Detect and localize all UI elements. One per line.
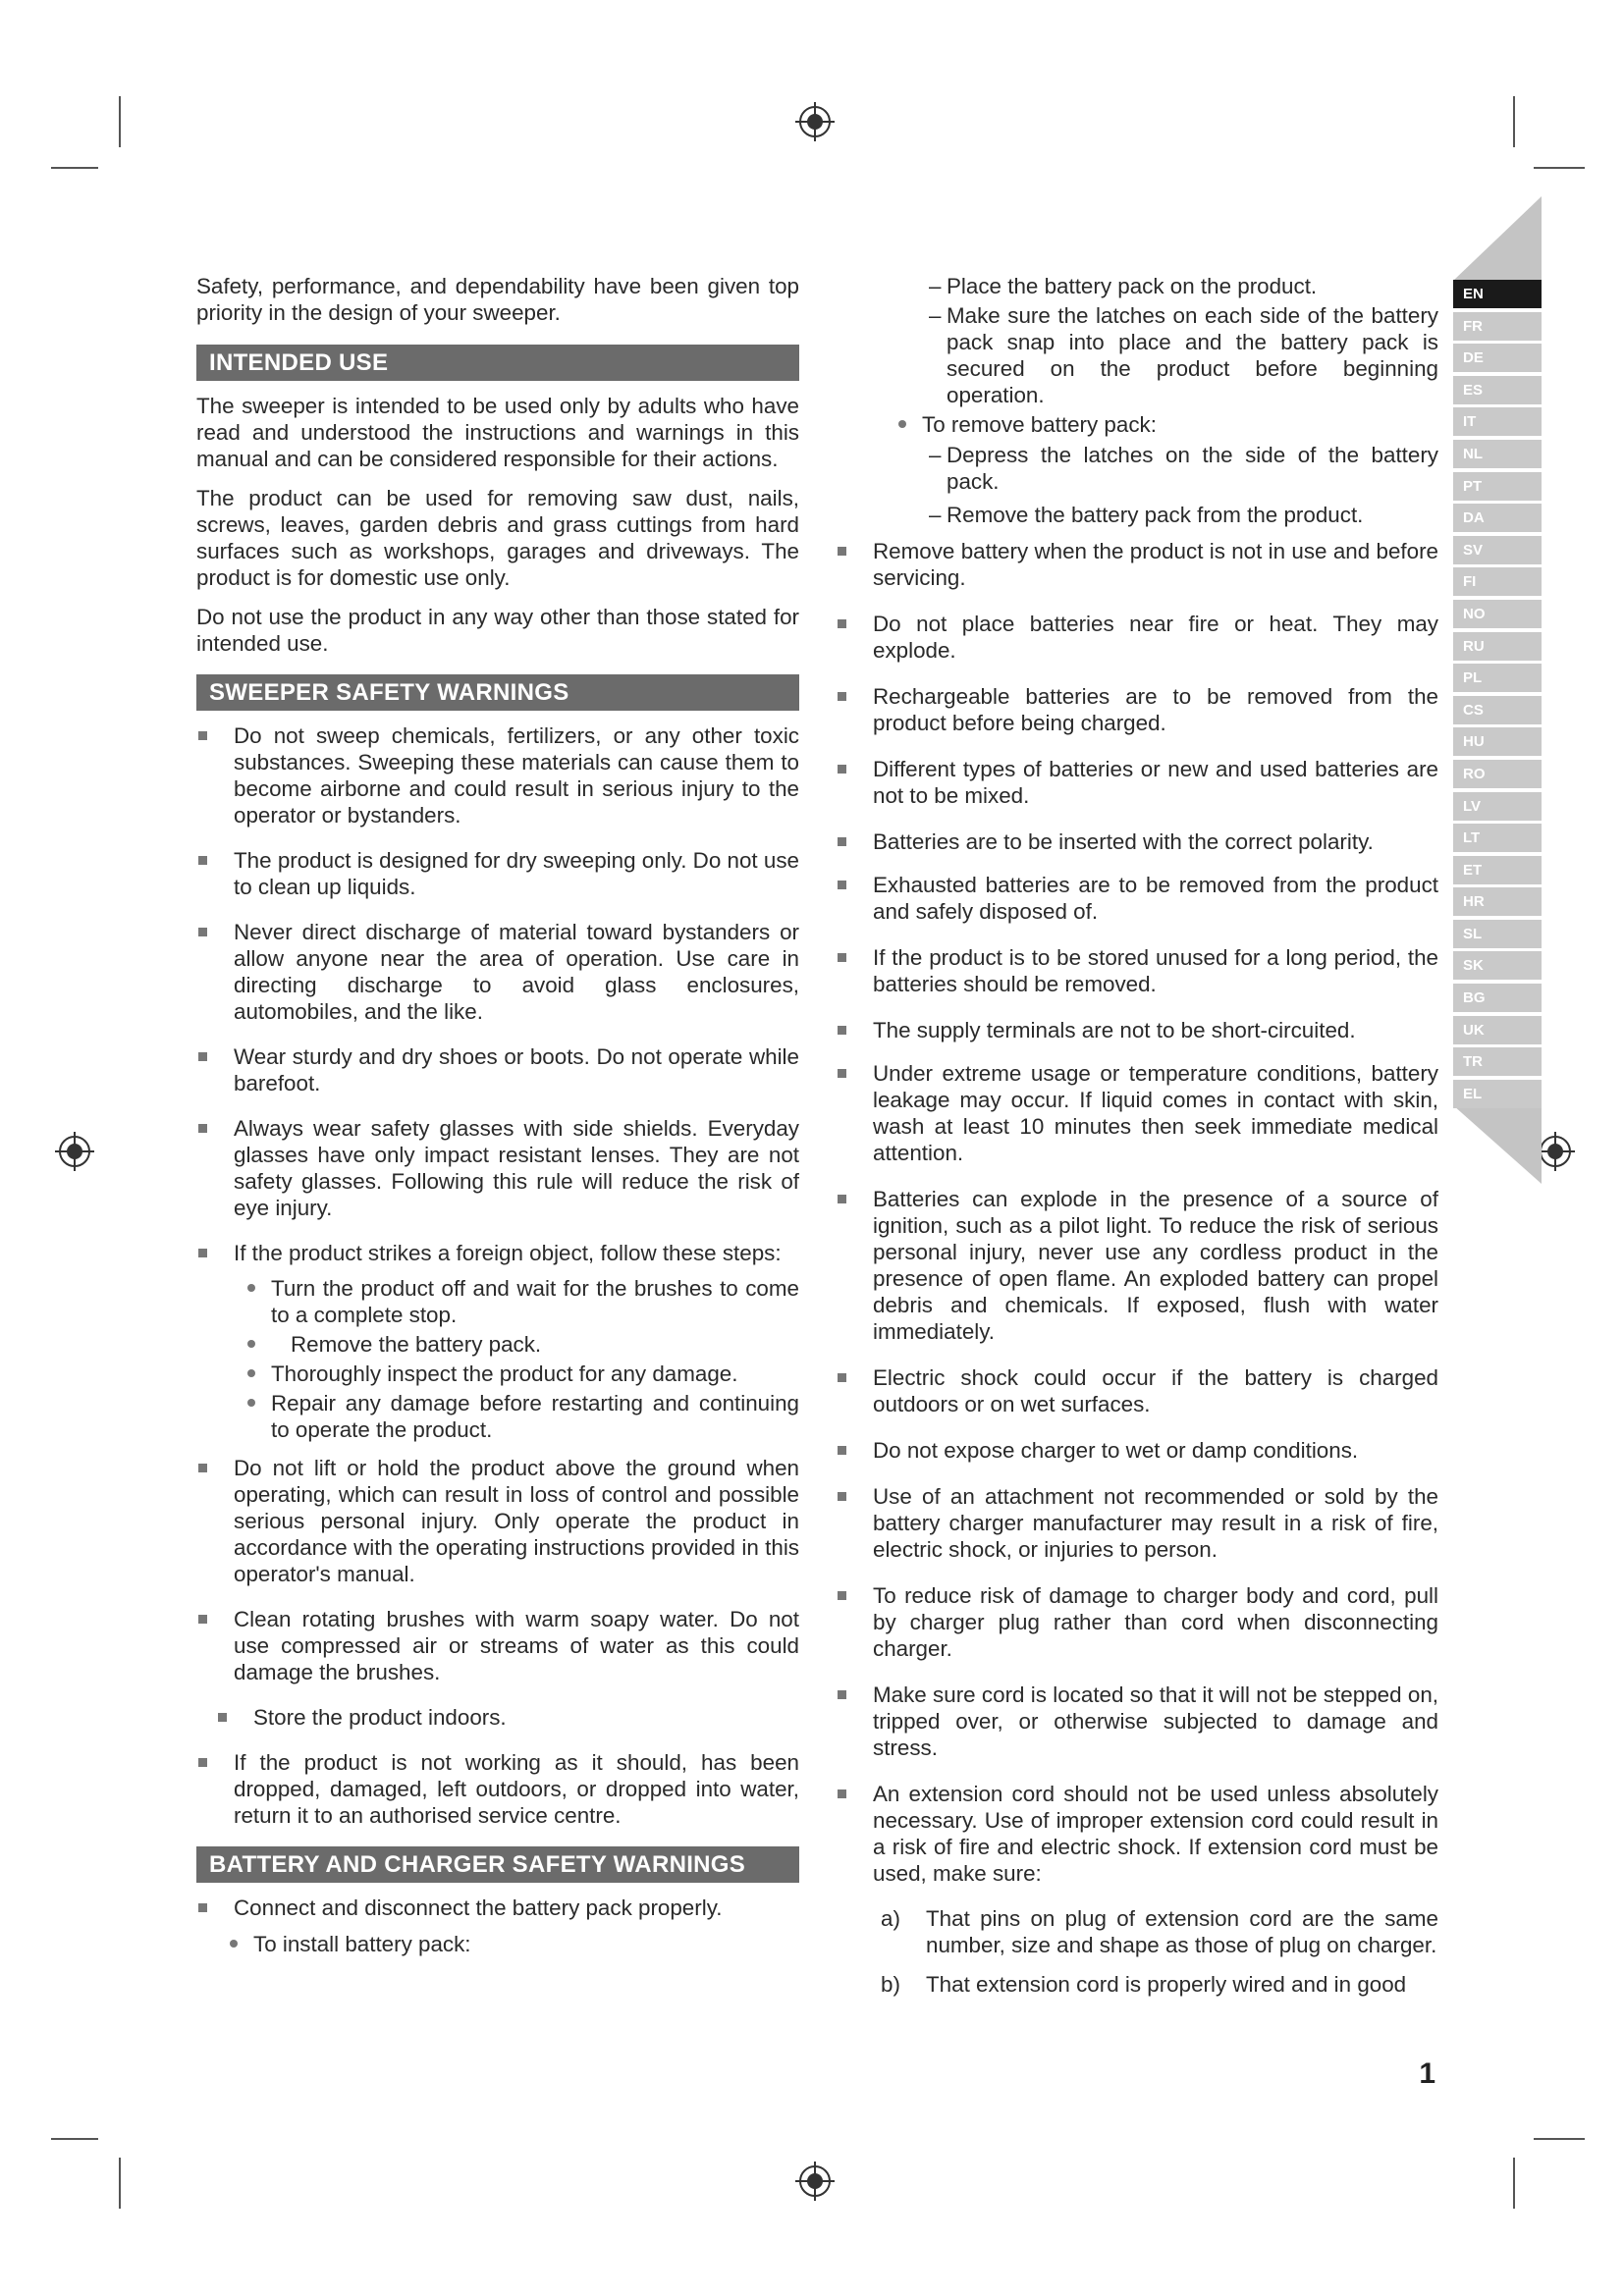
page-number: 1 — [1419, 2057, 1435, 2090]
language-tab-bg[interactable]: BG — [1453, 984, 1542, 1012]
language-tab-hu[interactable]: HU — [1453, 727, 1542, 756]
remove-steps — [836, 442, 1438, 528]
list-item: Repair any damage before restarting and continuing to operate the product. — [234, 1390, 799, 1443]
list-item: Remove battery when the product is not in use and before servicing. — [836, 538, 1438, 591]
language-tab-no[interactable]: NO — [1453, 600, 1542, 628]
list-item: Turn the product off and wait for the brushes to come to a complete stop. — [234, 1275, 799, 1328]
sweeper-safety-heading: SWEEPER SAFETY WARNINGS — [196, 674, 799, 711]
list-item: Electric shock could occur if the battery is charged outdoors or on wet surfaces. — [836, 1364, 1438, 1417]
left-column — [196, 273, 799, 1957]
language-tab-cs[interactable]: CS — [1453, 696, 1542, 724]
tab-strip-bottom-triangle — [1453, 1105, 1542, 1184]
list-item: Thoroughly inspect the product for any damage. — [234, 1361, 799, 1387]
list-item: Clean rotating brushes with warm soapy water. Do not use compressed air or streams of water as this could damage the brushes. — [196, 1606, 799, 1685]
list-item: – Make sure the latches on each side of the battery pack snap into place and the battery pack is secured on the product before beginning operation. — [929, 302, 1438, 408]
language-tab-pt[interactable]: PT — [1453, 472, 1542, 501]
language-tab-fr[interactable]: FR — [1453, 312, 1542, 341]
list-item-label: a) — [881, 1906, 900, 1931]
list-item: Never direct discharge of material toward bystanders or allow anyone near the area of operation. Use care in directing discharge to avoid glass enclosures, automobiles, and the like. — [196, 919, 799, 1025]
list-item: Rechargeable batteries are to be removed from the product before being charged. — [836, 683, 1438, 736]
registration-mark-icon — [795, 2162, 835, 2201]
intended-use-paragraph: Do not use the product in any way other than those stated for intended use. — [196, 605, 799, 656]
crop-mark-top-right-h — [1534, 167, 1585, 169]
language-tab-en[interactable]: EN — [1453, 280, 1542, 308]
language-tab-et[interactable]: ET — [1453, 856, 1542, 884]
list-item: Batteries are to be inserted with the correct polarity. — [836, 828, 1438, 855]
list-item: If the product strikes a foreign object, follow these steps: — [196, 1240, 799, 1266]
language-tab-pl[interactable]: PL — [1453, 664, 1542, 692]
list-item: Always wear safety glasses with side shields. Everyday glasses have only impact resistant lenses. They are not safety glasses. Following this rule will reduce the risk of eye injury. — [196, 1115, 799, 1221]
intended-use-heading: INTENDED USE — [196, 345, 799, 381]
list-item: Remove the battery pack. — [234, 1331, 799, 1358]
list-item: Batteries can explode in the presence of a source of ignition, such as a pilot light. To reduce the risk of serious personal injury, never use any cordless product in the presence of open flame. An exploded battery can propel debris and chemicals. If exposed, flush with water immediately. — [836, 1186, 1438, 1345]
intended-use-paragraph: The product can be used for removing saw dust, nails, screws, leaves, garden debris and grass cuttings from hard surfaces such as workshops, garages and driveways. The product is for domestic use only. — [196, 486, 799, 590]
list-item: An extension cord should not be used unless absolutely necessary. Use of improper extension cord could result in a risk of fire and electric shock. If extension cord must be used, make sure: — [836, 1781, 1438, 1887]
list-item: Wear sturdy and dry shoes or boots. Do not operate while barefoot. — [196, 1043, 799, 1096]
language-tab-sk[interactable]: SK — [1453, 951, 1542, 980]
list-item: To reduce risk of damage to charger body and cord, pull by charger plug rather than cord when disconnecting charger. — [836, 1582, 1438, 1662]
language-tab-nl[interactable]: NL — [1453, 440, 1542, 468]
crop-mark-bottom-left-v — [119, 2158, 121, 2209]
list-item-label: b) — [881, 1972, 900, 1997]
language-tab-sv[interactable]: SV — [1453, 536, 1542, 564]
language-tab-ru[interactable]: RU — [1453, 632, 1542, 661]
list-item: Connect and disconnect the battery pack properly. — [196, 1895, 799, 1921]
language-tab-de[interactable]: DE — [1453, 344, 1542, 372]
language-tab-uk[interactable]: UK — [1453, 1016, 1542, 1044]
list-item: Store the product indoors. — [216, 1704, 799, 1731]
list-item: Different types of batteries or new and used batteries are not to be mixed. — [836, 756, 1438, 809]
list-item-text: That pins on plug of extension cord are the same number, size and shape as those of plug on charger. — [926, 1906, 1438, 1957]
registration-mark-icon — [1536, 1132, 1575, 1171]
language-tab-el[interactable]: EL — [1453, 1080, 1542, 1108]
list-item-text: That extension cord is properly wired and in good — [926, 1972, 1407, 1997]
crop-mark-top-left-v — [119, 96, 121, 147]
list-item: Do not expose charger to wet or damp conditions. — [836, 1437, 1438, 1464]
language-tab-it[interactable]: IT — [1453, 407, 1542, 436]
battery-safety-heading: BATTERY AND CHARGER SAFETY WARNINGS — [196, 1846, 799, 1883]
crop-mark-bottom-right-v — [1513, 2158, 1515, 2209]
language-tab-hr[interactable]: HR — [1453, 887, 1542, 916]
language-tab-sl[interactable]: SL — [1453, 920, 1542, 948]
language-tab-es[interactable]: ES — [1453, 376, 1542, 404]
language-tab-fi[interactable]: FI — [1453, 567, 1542, 596]
list-item: – Remove the battery pack from the product. — [929, 502, 1438, 528]
list-item: – Place the battery pack on the product. — [929, 273, 1438, 299]
crop-mark-top-right-v — [1513, 96, 1515, 147]
crop-mark-bottom-left-h — [51, 2138, 98, 2140]
registration-mark-icon — [55, 1132, 94, 1171]
list-item: Exhausted batteries are to be removed from the product and safely disposed of. — [836, 872, 1438, 925]
crop-mark-bottom-right-h — [1534, 2138, 1585, 2140]
registration-mark-icon — [795, 102, 835, 141]
list-item: The supply terminals are not to be short-circuited. — [836, 1017, 1438, 1043]
language-tab-ro[interactable]: RO — [1453, 760, 1542, 788]
crop-mark-top-left-h — [51, 167, 98, 169]
intended-use-paragraph: The sweeper is intended to be used only by adults who have read and understood the instructions and warnings in this manual and can be considered responsible for their actions. — [196, 394, 799, 471]
install-steps — [836, 273, 1438, 408]
list-item: Under extreme usage or temperature conditions, battery leakage may occur. If liquid comes in contact with skin, wash at least 10 minutes then seek immediate medical attention. — [836, 1060, 1438, 1166]
list-item: – Depress the latches on the side of the battery pack. — [929, 442, 1438, 495]
list-item: Use of an attachment not recommended or sold by the battery charger manufacturer may result in a risk of fire, electric shock, or injuries to person. — [836, 1483, 1438, 1563]
list-item: If the product is not working as it should, has been dropped, damaged, left outdoors, or dropped into water, return it to an authorised service centre. — [196, 1749, 799, 1829]
list-item: Do not sweep chemicals, fertilizers, or any other toxic substances. Sweeping these materials can cause them to become airborne and could result in serious injury to the operator or bystanders. — [196, 722, 799, 828]
language-tab-da[interactable]: DA — [1453, 504, 1542, 532]
intro-paragraph: Safety, performance, and dependability have been given top priority in the design of your sweeper. — [196, 274, 799, 325]
language-tab-tr[interactable]: TR — [1453, 1047, 1542, 1076]
language-tab-lt[interactable]: LT — [1453, 824, 1542, 852]
list-item — [881, 1971, 1438, 1998]
right-column — [836, 273, 1438, 1998]
list-item — [881, 1905, 1438, 1958]
foreign-object-steps — [196, 1275, 799, 1443]
list-item: Do not place batteries near fire or heat. They may explode. — [836, 611, 1438, 664]
language-tabs — [1453, 280, 1542, 1111]
list-item: Do not lift or hold the product above the ground when operating, which can result in loss of control and possible serious personal injury. Only operate the product in accordance with the operating instructions provided in this operator's manual. — [196, 1455, 799, 1587]
language-tab-lv[interactable]: LV — [1453, 792, 1542, 821]
list-item: To install battery pack: — [216, 1931, 799, 1957]
list-item: Make sure cord is located so that it will not be stepped on, tripped over, or otherwise subjected to damage and stress. — [836, 1682, 1438, 1761]
list-item: If the product is to be stored unused for a long period, the batteries should be removed. — [836, 944, 1438, 997]
tab-strip-top-triangle — [1453, 196, 1542, 281]
list-item: The product is designed for dry sweeping only. Do not use to clean up liquids. — [196, 847, 799, 900]
list-item: To remove battery pack: — [885, 411, 1438, 438]
